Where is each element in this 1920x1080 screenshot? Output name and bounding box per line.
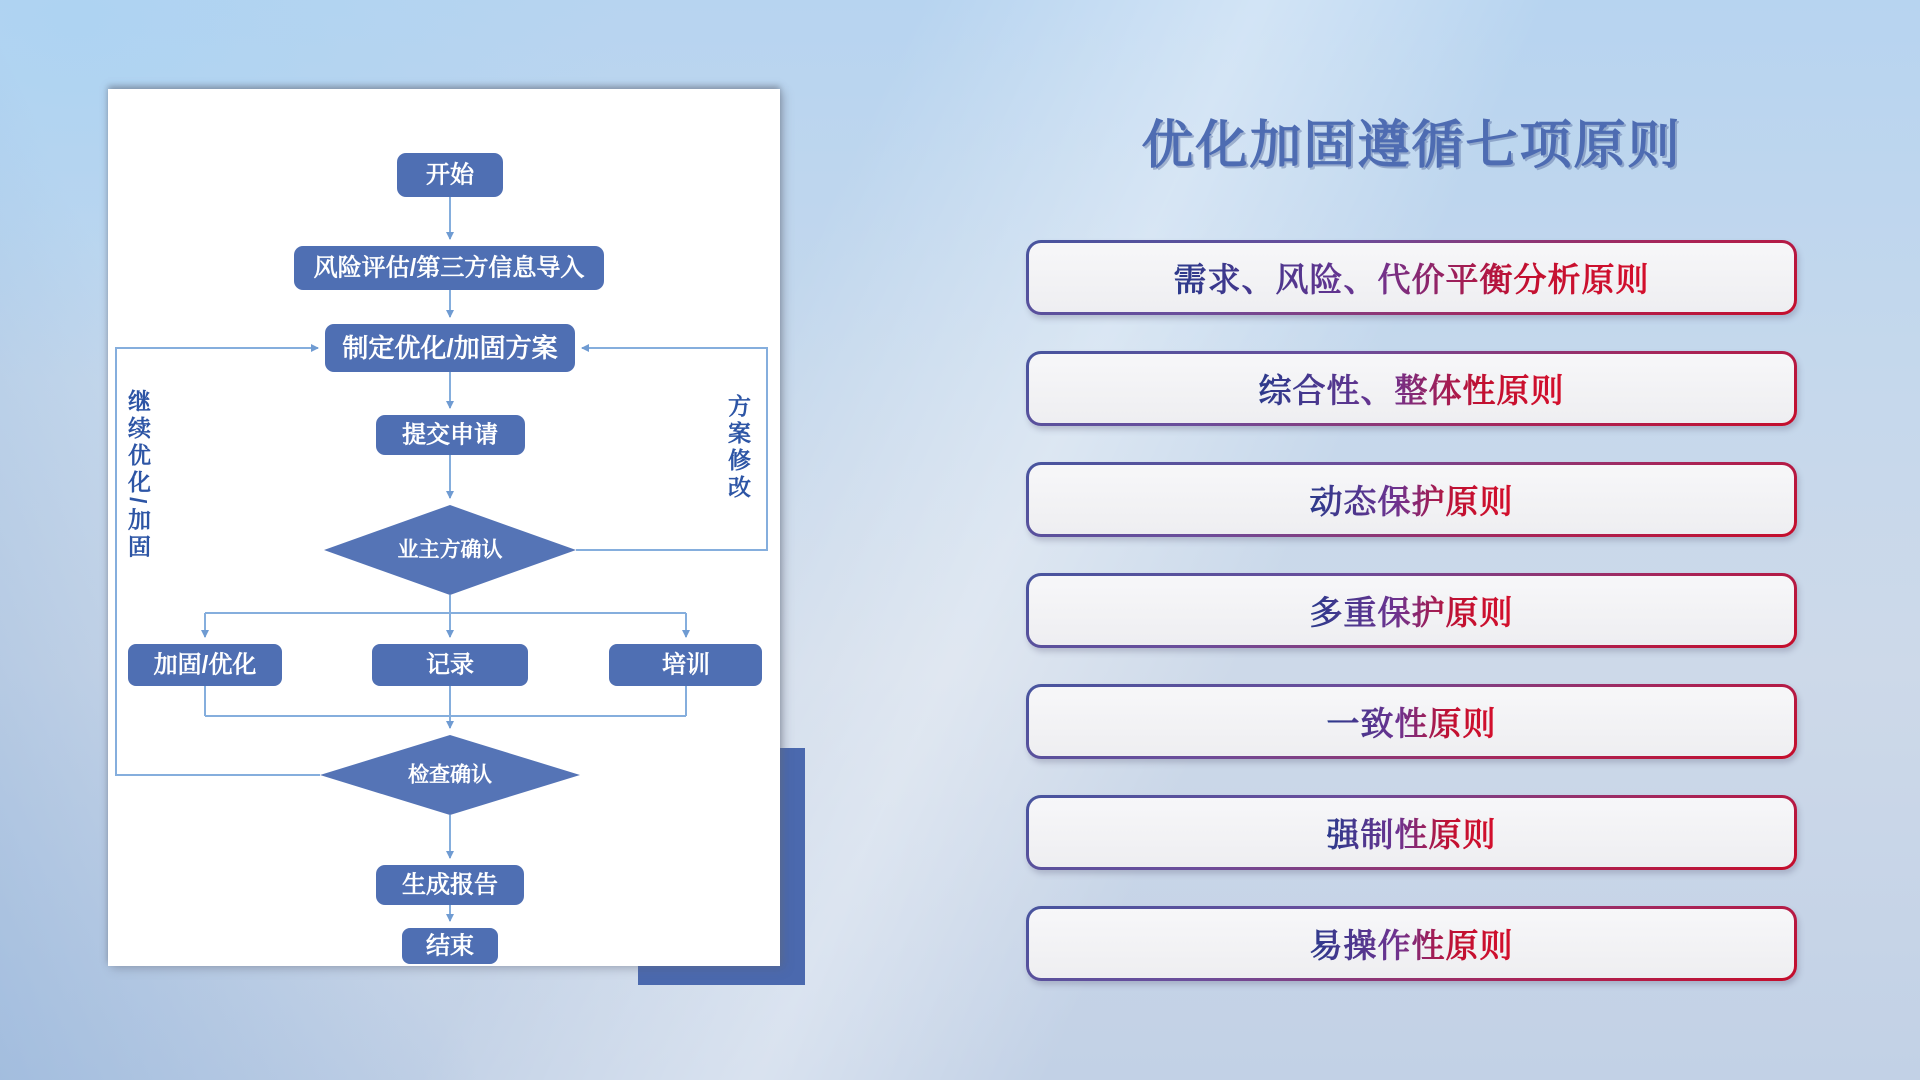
principle-box-3-inner <box>1029 465 1794 534</box>
principle-4-label: 多重保护原则 <box>1310 587 1514 634</box>
node-generate-report-label: 生成报告 <box>402 871 498 899</box>
principle-box-2 <box>1026 351 1797 426</box>
flowchart-diagram <box>108 89 780 966</box>
flowchart-card <box>108 89 780 966</box>
node-submit-request-label: 提交申请 <box>402 421 498 449</box>
node-start-label: 开始 <box>426 161 474 189</box>
node-record-label: 记录 <box>426 651 474 679</box>
loop-label-plan-revision: 方案修改 <box>725 394 751 502</box>
principle-box-5-inner <box>1029 687 1794 756</box>
principle-box-4 <box>1026 573 1797 648</box>
principle-box-5 <box>1026 684 1797 759</box>
principle-5-label: 一致性原则 <box>1327 698 1497 745</box>
principle-2-label: 综合性、整体性原则 <box>1259 365 1565 412</box>
node-harden-optimize-label: 加固/优化 <box>153 651 257 679</box>
principle-box-4-inner <box>1029 576 1794 645</box>
principle-box-1 <box>1026 240 1797 315</box>
loop-label-continue-optimize: 继续优化/加固 <box>125 389 151 562</box>
node-make-plan-label: 制定优化/加固方案 <box>342 333 558 363</box>
principle-box-7 <box>1026 906 1797 981</box>
principle-box-1-inner <box>1029 243 1794 312</box>
node-check-confirm-label: 检查确认 <box>408 763 492 787</box>
principle-box-2-inner <box>1029 354 1794 423</box>
page-title: 优化加固遵循七项原则 <box>1141 117 1682 175</box>
principle-box-6 <box>1026 795 1797 870</box>
flow-nodes <box>125 153 762 964</box>
node-risk-assessment-label: 风险评估/第三方信息导入 <box>313 254 585 282</box>
principle-6-label: 强制性原则 <box>1327 809 1497 856</box>
principle-7-label: 易操作性原则 <box>1310 920 1514 967</box>
principle-3-label: 动态保护原则 <box>1310 476 1514 523</box>
principle-box-3 <box>1026 462 1797 537</box>
principle-box-7-inner <box>1029 909 1794 978</box>
node-end-label: 结束 <box>426 932 474 960</box>
principle-box-6-inner <box>1029 798 1794 867</box>
principle-1-label: 需求、风险、代价平衡分析原则 <box>1174 254 1650 301</box>
node-owner-confirm-label: 业主方确认 <box>397 538 503 562</box>
node-training-label: 培训 <box>662 651 710 679</box>
